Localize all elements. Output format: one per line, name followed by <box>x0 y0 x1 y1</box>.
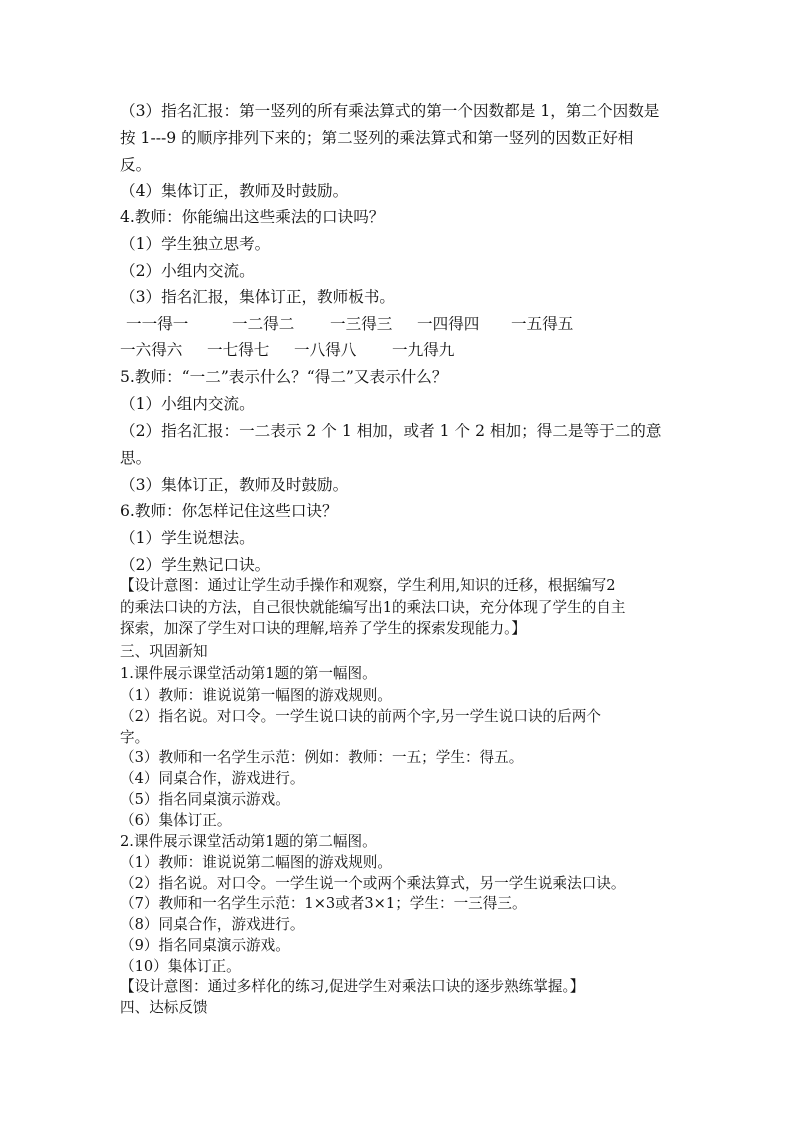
section-item: 6.教师：你怎样记住这些口诀？ <box>120 502 338 520</box>
text-line: （1）教师：谁说说第一幅图的游戏规则。 <box>120 687 392 704</box>
text-line: （3）教师和一名学生示范：例如：教师：一五；学生：得五。 <box>120 749 524 766</box>
text-line: 反。 <box>120 156 152 174</box>
rhyme-item: 一九得九 <box>392 341 455 359</box>
text-line: （4）同桌合作，游戏进行。 <box>120 770 305 787</box>
rhyme-item: 一五得五 <box>511 315 574 333</box>
text-line: （7）教师和一名学生示范：1×3或者3×1；学生：一三得三。 <box>120 895 527 912</box>
text-line: （4）集体订正，教师及时鼓励。 <box>120 182 349 200</box>
text-line: （2）学生熟记口诀。 <box>120 556 271 574</box>
rhyme-item: 一二得二 <box>232 315 295 333</box>
text-line: （9）指名同桌演示游戏。 <box>120 937 290 954</box>
section-item: 2.课件展示课堂活动第1题的第二幅图。 <box>120 833 377 850</box>
section-item: 4.教师：你能编出这些乘法的口诀吗？ <box>120 208 385 226</box>
rhyme-item: 一三得三 <box>330 315 393 333</box>
text-line: （2）指名汇报：一二表示 2 个 1 相加，或者 1 个 2 相加；得二是等于二的意 <box>120 422 662 440</box>
text-line: （1）学生独立思考。 <box>120 235 271 253</box>
rhyme-item: 一六得六 <box>120 341 183 359</box>
text-line: （3）指名汇报，集体订正，教师板书。 <box>120 288 396 306</box>
rhyme-item: 一七得七 <box>207 341 270 359</box>
section-heading: 四、达标反馈 <box>120 999 208 1016</box>
section-item: 5.教师：“一二”表示什么？“得二”又表示什么？ <box>120 368 448 386</box>
text-line: （1）小组内交流。 <box>120 395 255 413</box>
design-intent-note: 【设计意图：通过让学生动手操作和观察，学生利用,知识的迁移，根据编写2 <box>120 577 616 594</box>
rhyme-item: 一四得四 <box>417 315 480 333</box>
text-line: 按 1---9 的顺序排列下来的；第二竖列的乘法算式和第一竖列的因数正好相 <box>120 129 634 147</box>
text-line: （2）小组内交流。 <box>120 262 255 280</box>
text-line: （2）指名说。对口令。一学生说口诀的前两个字,另一学生说口诀的后两个 <box>120 708 601 725</box>
text-line: （3）指名汇报：第一竖列的所有乘法算式的第一个因数都是 1，第二个因数是 <box>120 102 660 120</box>
section-heading: 三、巩固新知 <box>120 643 208 660</box>
rhyme-item: 一一得一 <box>126 315 189 333</box>
design-intent-note: 【设计意图：通过多样化的练习,促进学生对乘法口诀的逐步熟练掌握。】 <box>120 978 585 995</box>
text-line: （8）同桌合作，游戏进行。 <box>120 916 305 933</box>
text-line: （2）指名说。对口令。一学生说一个或两个乘法算式，另一学生说乘法口诀。 <box>120 875 626 892</box>
text-line: （1）教师：谁说说第二幅图的游戏规则。 <box>120 854 392 871</box>
section-item: 1.课件展示课堂活动第1题的第一幅图。 <box>120 665 377 682</box>
text-line: （3）集体订正，教师及时鼓励。 <box>120 476 349 494</box>
text-line: （5）指名同桌演示游戏。 <box>120 791 290 808</box>
text-line: （6）集体订正。 <box>120 812 232 829</box>
text-line: 字。 <box>120 729 150 746</box>
text-line: 思。 <box>120 449 152 467</box>
rhyme-item: 一八得八 <box>294 341 357 359</box>
design-intent-note: 探索，加深了学生对口诀的理解,培养了学生的探索发现能力。】 <box>120 620 526 637</box>
design-intent-note: 的乘法口诀的方法，自己很快就能编写出1的乘法口诀，充分体现了学生的自主 <box>120 599 626 616</box>
text-line: （1）学生说想法。 <box>120 529 255 547</box>
text-line: （10）集体订正。 <box>120 958 241 975</box>
